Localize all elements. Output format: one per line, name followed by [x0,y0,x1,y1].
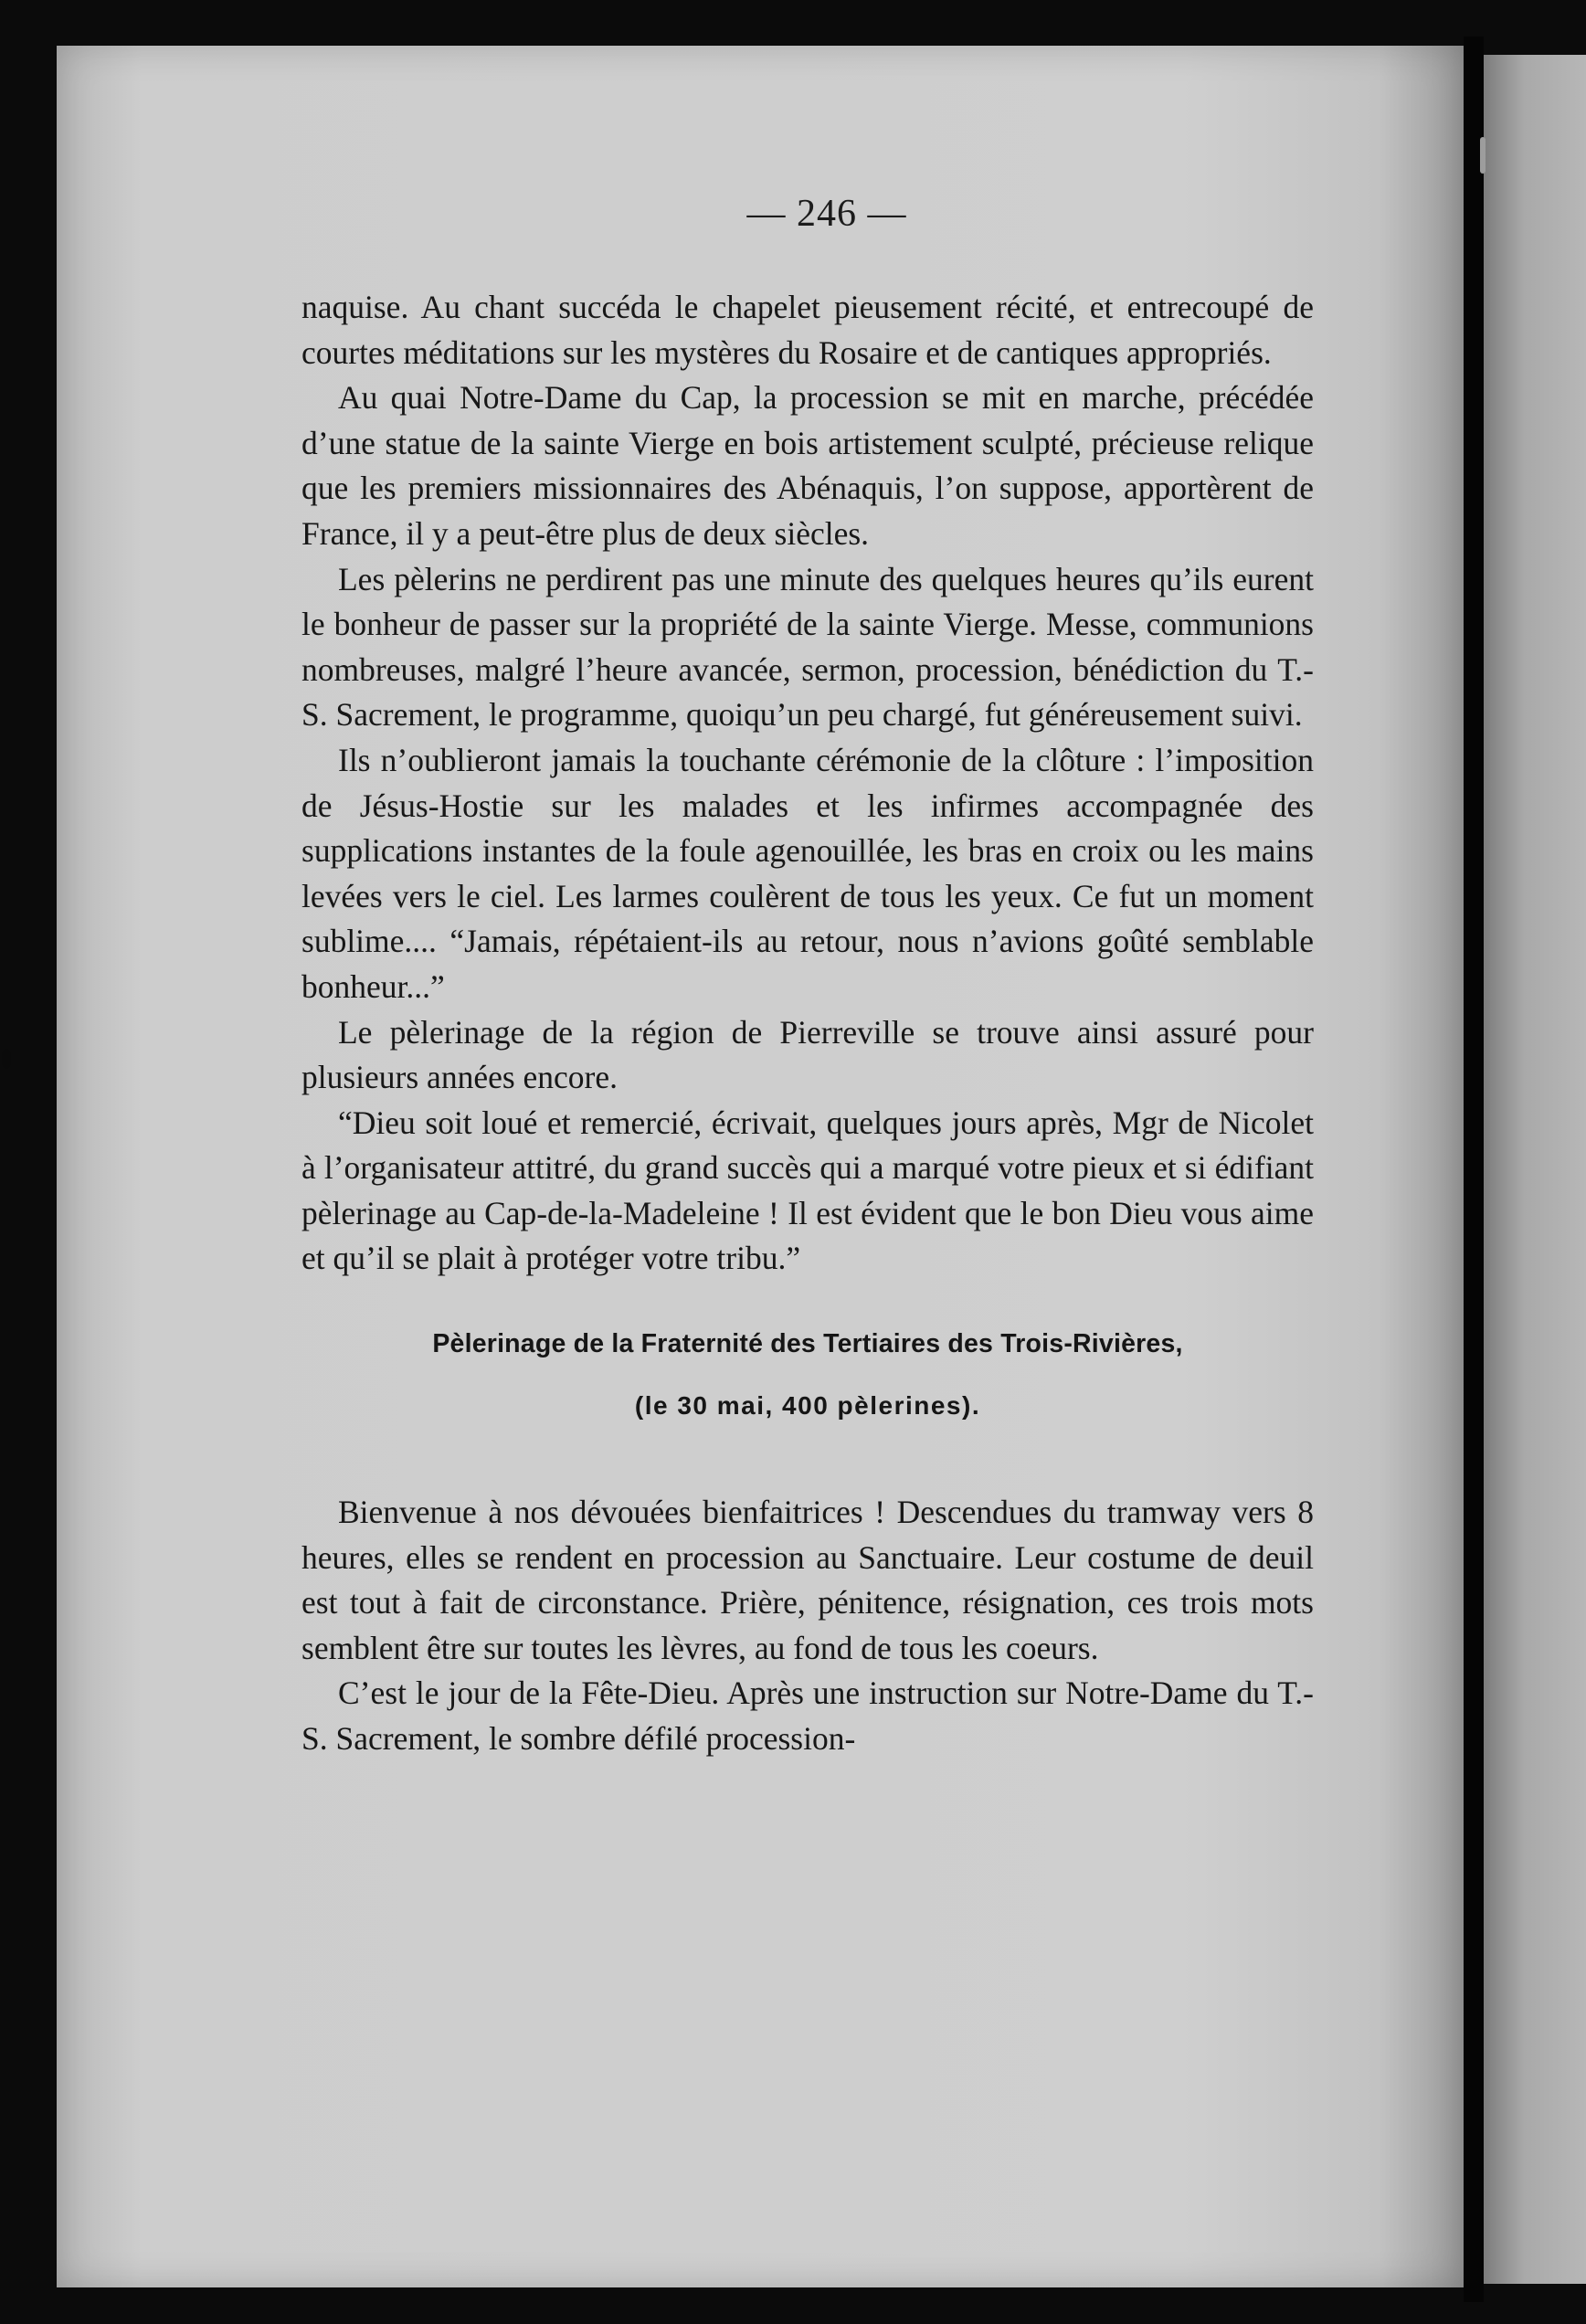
book-spine [1464,37,1484,2302]
paragraph: Ils n’oublieront jamais la touchante cérémonie de la clôture : l’imposition de Jésus-Hostie sur les malades et les infirmes accompagnée des supplications instantes de la foule agenouillée, les bras en croix ou les mains levées vers le ciel. Les larmes coulèrent de tous les yeux. Ce fut un moment sublime.... “Jamais, répétaient-ils au retour, nous n’avions goûté semblable bonheur...” [301,741,1314,1005]
paragraph: Le pèlerinage de la région de Pierreville se trouve ainsi assuré pour plusieurs années encore. [301,1013,1314,1096]
scan-speck [2,1049,11,1069]
scan-speck [1480,137,1486,174]
page-number: — 246 — [746,193,907,235]
paragraph: naquise. Au chant succéda le chapelet pieusement récité, et entrecoupé de courtes méditations sur les mystères du Rosaire et de cantiques appropriés. [301,289,1314,371]
paragraph: “Dieu soit loué et remercié, écrivait, quelques jours après, Mgr de Nicolet à l’organisateur attitré, du grand succès qui a marqué votre pieux et si édifiant pèlerinage au Cap-de-la-Madeleine ! Il est évident que le bon Dieu vous aime et qu’il se plait à protéger votre tribu.” [301,1104,1314,1277]
section-heading: Pèlerinage de la Fraternité des Tertiaires des Trois-Rivières, [432,1329,1183,1359]
paragraph: C’est le jour de la Fête-Dieu. Après une instruction sur Notre-Dame du T.-S. Sacrement, le sombre défilé procession- [301,1674,1314,1758]
body-text [301,285,1314,1762]
paragraph: Bienvenue à nos dévouées bienfaitrices ! Descendues du tramway vers 8 heures, elles se rendent en procession au Sanctuaire. Leur costume de deuil est tout à fait de circonstance. Prière, pénitence, résignation, ces trois mots semblent être sur toutes les lèvres, au fond de tous les coeurs. [301,1494,1314,1666]
section-subheading: (le 30 mai, 400 pèlerines). [634,1391,981,1421]
paragraph: Au quai Notre-Dame du Cap, la procession se mit en marche, précédée d’une statue de la sainte Vierge en bois artistement sculpté, précieuse relique que les premiers missionnaires des Abénaquis, l’on suppose, apportèrent de France, il y a peut-être plus de deux siècles. [301,379,1314,552]
adjacent-page-edge [1484,55,1586,2284]
paragraph: Les pèlerins ne perdirent pas une minute des quelques heures qu’ils eurent le bonheur de passer sur la propriété de la sainte Vierge. Messe, communions nombreuses, malgré l’heure avancée, sermon, procession, bénédiction du T.-S. Sacrement, le programme, quoiqu’un peu chargé, fut généreusement suivi. [301,560,1314,734]
